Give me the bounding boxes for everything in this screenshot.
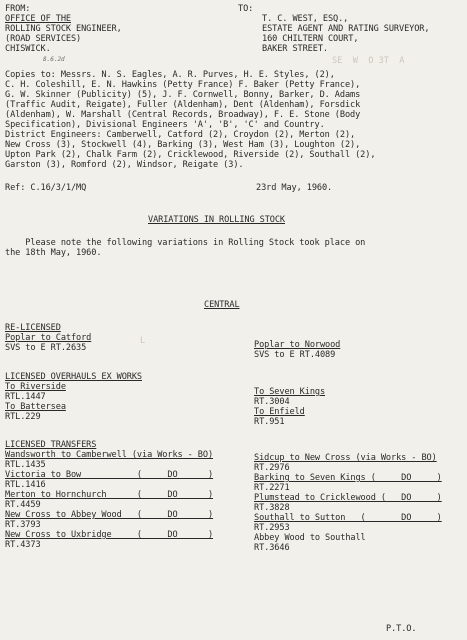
transfer-vehicle: RTL.1435 — [5, 460, 46, 470]
transfer-route: Wandsworth to Camberwell (via Works - BO) — [5, 450, 214, 460]
to-line: T. C. WEST, ESQ., — [262, 14, 349, 24]
overhaul-route: To Enfield — [254, 407, 305, 417]
intro-line: the 18th May, 1960. — [5, 248, 102, 258]
overhaul-vehicle: RT.3004 — [254, 397, 290, 407]
transfer-route: Sidcup to New Cross (via Works - BO) — [254, 453, 437, 463]
page-turn-note: P.T.O. — [386, 624, 417, 634]
transfer-vehicle: RT.4373 — [5, 540, 41, 550]
from-label: FROM: — [5, 4, 31, 14]
from-line: ROLLING STOCK ENGINEER, — [5, 24, 122, 34]
transfer-route: Abbey Wood to Southall — [254, 533, 366, 543]
bleed-through-text: L — [140, 336, 213, 346]
copies-line: New Cross (3), Stockwell (4), Barking (3), West Ham (3), Loughton (2), — [5, 140, 361, 150]
handwritten-mark: 8.6.2d — [43, 56, 65, 63]
transfer-vehicle: RT.2953 — [254, 523, 290, 533]
to-line: BAKER STREET. — [262, 44, 328, 54]
copies-line: Garston (3), Romford (2), Windsor, Reigate (3). — [5, 160, 244, 170]
to-label: TO: — [238, 4, 254, 14]
overhauls-heading: LICENSED OVERHAULS EX WORKS — [5, 372, 142, 382]
relicensed-heading: RE-LICENSED — [5, 323, 61, 333]
to-line: 160 CHILTERN COURT, — [262, 34, 359, 44]
intro-line: Please note the following variations in Rolling Stock took place on — [5, 238, 366, 248]
copies-line: Copies to: Messrs. N. S. Eagles, A. R. Purves, H. E. Styles, (2), — [5, 70, 335, 80]
from-line: (ROAD SERVICES) — [5, 34, 82, 44]
copies-line: Specification), Divisional Engineers 'A', 'B', 'C' and Country. — [5, 120, 325, 130]
copies-line: (Traffic Audit, Reigate), Fuller (Aldenham), Dent (Aldenham), Forsdick — [5, 100, 361, 110]
transfer-route: Merton to Hornchurch ( DO ) — [5, 490, 214, 500]
copies-line: (Aldenham), W. Marshall (Central Records, Broadway), F. E. Stone (Body — [5, 110, 361, 120]
memo-date: 23rd May, 1960. — [256, 183, 333, 193]
transfer-route: Plumstead to Cricklewood ( DO ) — [254, 493, 442, 503]
transfer-route: Barking to Seven Kings ( DO ) — [254, 473, 442, 483]
transfers-heading: LICENSED TRANSFERS — [5, 440, 97, 450]
transfer-route: Southall to Sutton ( DO ) — [254, 513, 442, 523]
transfer-vehicle: RT.3828 — [254, 503, 290, 513]
copies-line: C. H. Coleshill, E. N. Hawkins (Petty France) F. Baker (Petty France), — [5, 80, 361, 90]
from-line: CHISWICK. — [5, 44, 51, 54]
copies-line: District Engineers: Camberwell, Catford (2), Croydon (2), Merton (2), — [5, 130, 356, 140]
bleed-through-text: SE W O 3T A — [332, 56, 405, 66]
relicensed-route: Poplar to Norwood — [254, 340, 341, 350]
to-line: ESTATE AGENT AND RATING SURVEYOR, — [262, 24, 430, 34]
reference-number: Ref: C.16/3/1/MQ — [5, 183, 87, 193]
transfer-route: Victoria to Bow ( DO ) — [5, 470, 214, 480]
transfer-route: New Cross to Uxbridge ( DO ) — [5, 530, 214, 540]
overhaul-vehicle: RTL.1447 — [5, 392, 46, 402]
transfer-vehicle: RT.3793 — [5, 520, 41, 530]
document-title: VARIATIONS IN ROLLING STOCK — [148, 215, 285, 225]
relicensed-detail: SVS to E RT.4089 — [254, 350, 336, 360]
transfer-vehicle: RT.2976 — [254, 463, 290, 473]
transfer-vehicle: RT.4459 — [5, 500, 41, 510]
overhaul-route: To Seven Kings — [254, 387, 326, 397]
from-line: OFFICE OF THE — [5, 14, 71, 24]
relicensed-route: Poplar to Catford — [5, 333, 92, 343]
transfer-vehicle: RT.2271 — [254, 483, 290, 493]
section-heading: CENTRAL — [204, 300, 240, 310]
transfer-vehicle: RTL.1416 — [5, 480, 46, 490]
copies-line: Upton Park (2), Chalk Farm (2), Cricklewood, Riverside (2), Southall (2), — [5, 150, 376, 160]
transfer-vehicle: RT.3646 — [254, 543, 290, 553]
copies-line: G. W. Skinner (Publicity) (5), J. F. Cornwell, Bonny, Barker, D. Adams — [5, 90, 361, 100]
overhaul-vehicle: RTL.229 — [5, 412, 41, 422]
overhaul-route: To Battersea — [5, 402, 66, 412]
relicensed-detail: SVS to E RT.2635 — [5, 343, 87, 353]
transfer-route: New Cross to Abbey Wood ( DO ) — [5, 510, 214, 520]
overhaul-route: To Riverside — [5, 382, 66, 392]
overhaul-vehicle: RT.951 — [254, 417, 285, 427]
